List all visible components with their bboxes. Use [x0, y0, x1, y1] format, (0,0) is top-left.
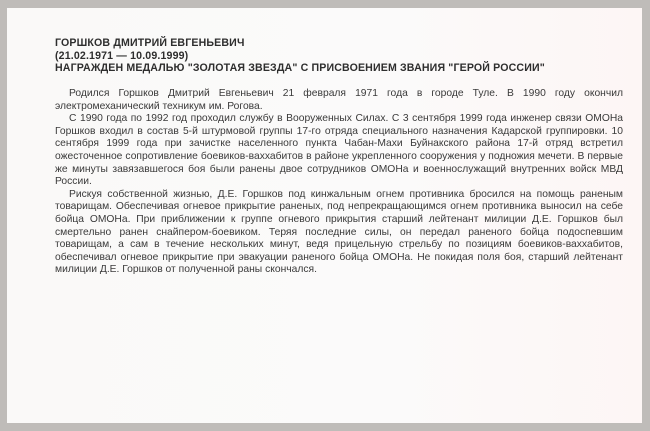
document-page	[7, 8, 642, 423]
biography-text	[55, 88, 623, 277]
paragraph-birth: Родился Горшков Дмитрий Евгеньевич 21 февраля 1971 года в городе Туле. В 1990 году окончил электромеханический техникум им. Рогова.	[55, 88, 623, 112]
person-name: ГОРШКОВ ДМИТРИЙ ЕВГЕНЬЕВИЧ	[55, 37, 245, 49]
document-header	[55, 37, 635, 75]
award-title: НАГРАЖДЕН МЕДАЛЬЮ "ЗОЛОТАЯ ЗВЕЗДА" С ПРИСВОЕНИЕМ ЗВАНИЯ "ГЕРОЙ РОССИИ"	[55, 62, 545, 74]
paragraph-service: С 1990 года по 1992 год проходил службу в Вооруженных Силах. С 3 сентября 1999 года инженер связи ОМОНа Горшков входил в состав 5-й штурмовой группы 17-го отряда специального назначения Кадарской группировки. 10 сентября 1999 года при зачистке населенного пункта Чабан-Махи Буйнакского района 17-й отряд встретил ожесточенное сопротивление боевиков-ваххабитов в районе укрепленного сооружения у подножия мечети. В первые же минуты завязавшегося боя были ранены двое сотрудников ОМОНа и военнослужащий внутренних войск МВД России.	[55, 113, 623, 188]
paragraph-heroism: Рискуя собственной жизнью, Д.Е. Горшков под кинжальным огнем противника бросился на помощь раненым товарищам. Обеспечивая огневое прикрытие раненых, под непрекращающимся огнем противника выносил на себе бойца ОМОНа. При приближении к группе огневого прикрытия старший лейтенант милиции Д.Е. Горшков был смертельно ранен снайпером-боевиком. Теряя последние силы, он передал раненого бойца подоспевшим товарищам, а сам в течение нескольких минут, ведя прицельную стрельбу по позициям боевиков-ваххабитов, обеспечивал огневое прикрытие при эвакуации раненого бойца ОМОНа. Не покидая поля боя, старший лейтенант милиции Д.Е. Горшков от полученной раны скончался.	[55, 188, 623, 276]
life-dates: (21.02.1971 — 10.09.1999)	[55, 49, 189, 62]
